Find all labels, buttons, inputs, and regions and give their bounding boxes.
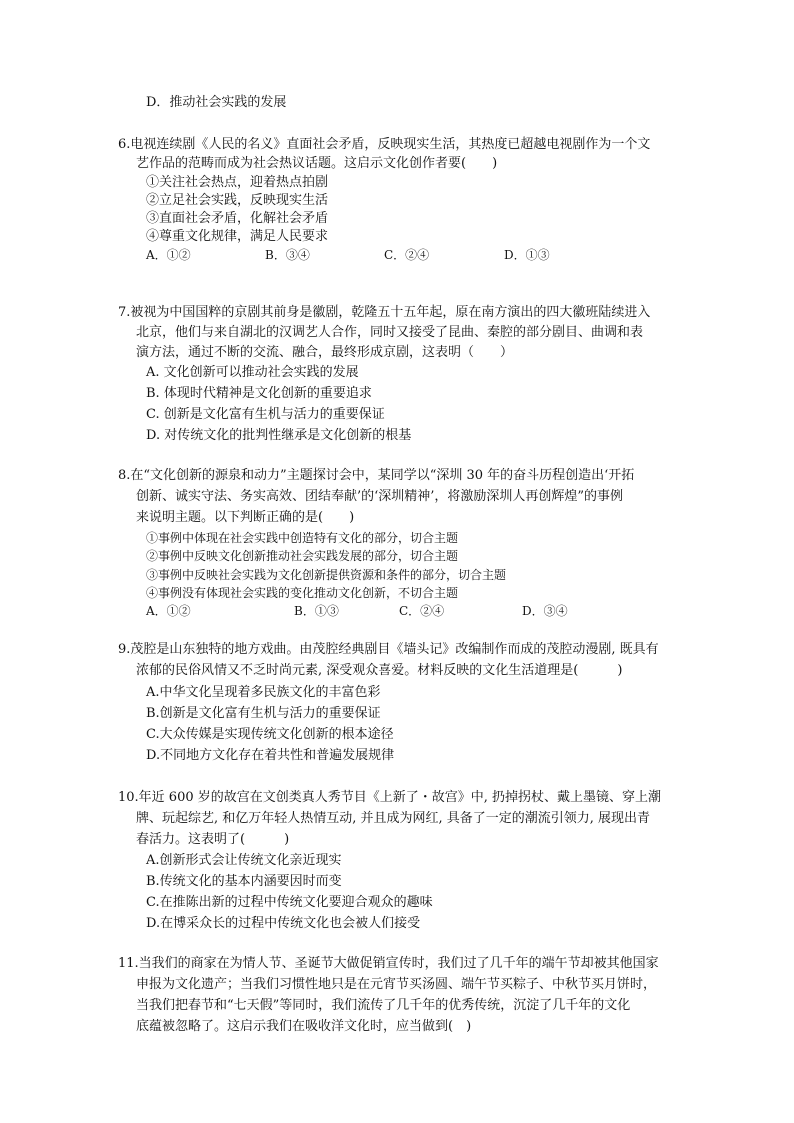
q8-option-b: B．①③	[294, 604, 339, 618]
q10-stem-line-3: 春活力。这表明了( )	[136, 832, 290, 847]
q6-statement-1: ①关注社会热点，迎着热点拍剧	[146, 175, 329, 190]
q10-option-d: D.在博采众长的过程中传统文化也会被人们接受	[146, 916, 421, 931]
q10-stem-line-1: 10.年近 600 岁的故宫在文创类真人秀节目《上新了・故宫》中, 扔掉拐杖、戴上墨镜、穿上潮	[118, 790, 662, 805]
q7-stem-line-3: 演方法，通过不断的交流、融合，最终形成京剧，这表明（ ）	[136, 345, 514, 360]
q11-stem-line-4: 底蕴被忽略了。这启示我们在吸收洋文化时，应当做到( )	[136, 1019, 472, 1034]
q10-option-b: B.传统文化的基本内涵要因时而变	[146, 874, 342, 889]
q6-stem-line-1: 6.电视连续剧《人民的名义》直面社会矛盾，反映现实生活，其热度已超越电视剧作为一个文	[118, 137, 651, 152]
q7-option-d: D. 对传统文化的批判性继承是文化创新的根基	[146, 428, 412, 443]
q9-option-b: B.创新是文化富有生机与活力的重要保证	[146, 706, 381, 721]
q6-option-b: B．③④	[265, 248, 310, 262]
q7-option-a: A. 文化创新可以推动社会实践的发展	[146, 365, 359, 380]
q9-option-c: C.大众传媒是实现传统文化创新的根本途径	[146, 727, 394, 742]
q8-statement-3: ③事例中反映社会实践为文化创新提供资源和条件的部分，切合主题	[146, 568, 507, 582]
q6-option-a: A．①②	[146, 248, 191, 262]
q8-stem-line-2: 创新、诚实守法、务实高效、团结奉献’的‘深圳精神’，将激励深圳人再创辉煌”的事例	[136, 489, 624, 504]
q10-stem-line-2: 牌、玩起综艺, 和亿万年轻人热情互动, 并且成为网红, 具备了一定的潮流引领力, 展现出青	[136, 811, 651, 826]
q6-statement-2: ②立足社会实践，反映现实生活	[146, 193, 329, 208]
q11-stem-line-3: 当我们把春节和“七天假”等同时，我们流传了几千年的优秀传统，沉淀了几千年的文化	[136, 998, 631, 1013]
q9-option-a: A.中华文化呈现着多民族文化的丰富色彩	[146, 685, 381, 700]
q8-stem-line-3: 来说明主题。以下判断正确的是( )	[136, 510, 355, 525]
q8-option-d: D．③④	[522, 604, 568, 618]
q11-stem-line-1: 11.当我们的商家在为情人节、圣诞节大做促销宣传时，我们过了几千年的端午节却被其他国家	[118, 956, 659, 971]
q7-stem-line-1: 7.被视为中国国粹的京剧其前身是徽剧，乾隆五十五年起，原在南方演出的四大徽班陆续进入	[118, 305, 651, 320]
q10-option-a: A.创新形式会让传统文化亲近现实	[146, 853, 342, 868]
q7-stem-line-2: 北京，他们与来自湖北的汉调艺人合作，同时又接受了昆曲、秦腔的部分剧目、曲调和表	[136, 325, 644, 340]
q7-option-b: B. 体现时代精神是文化创新的重要追求	[146, 386, 372, 401]
q9-option-d: D.不同地方文化存在着共性和普遍发展规律	[146, 748, 395, 763]
q6-statement-3: ③直面社会矛盾，化解社会矛盾	[146, 211, 329, 226]
q11-stem-line-2: 申报为文化遗产；当我们习惯性地只是在元宵节买汤圆、端午节买粽子、中秋节买月饼时，	[136, 977, 657, 992]
q6-option-d: D．①③	[504, 248, 550, 262]
q8-statement-1: ①事例中体现在社会实践中创造特有文化的部分，切合主题	[146, 531, 459, 545]
q9-stem-line-1: 9.茂腔是山东独特的地方戏曲。由茂腔经典剧目《墙头记》改编制作而成的茂腔动漫剧, 既具有	[118, 642, 659, 657]
q8-option-c: C．②④	[399, 604, 445, 618]
q10-option-c: C.在推陈出新的过程中传统文化要迎合观众的趣味	[146, 895, 433, 910]
q6-option-c: C．②④	[384, 248, 430, 262]
q6-stem-line-2: 艺作品的范畴而成为社会热议话题。这启示文化创作者要( )	[136, 156, 498, 171]
q8-stem-line-1: 8.在“文化创新的源泉和动力”主题探讨会中，某同学以“深圳 30 年的奋斗历程创造出‘开拓	[118, 468, 635, 483]
q8-statement-4: ④事例没有体现社会实践的变化推动文化创新，不切合主题	[146, 586, 459, 600]
q5-option-d: D．推动社会实践的发展	[146, 95, 287, 110]
q7-option-c: C. 创新是文化富有生机与活力的重要保证	[146, 407, 385, 422]
q9-stem-line-2: 浓郁的民俗风情又不乏时尚元素, 深受观众喜爱。材料反映的文化生活道理是( )	[136, 663, 623, 678]
q8-statement-2: ②事例中反映文化创新推动社会实践发展的部分，切合主题	[146, 549, 459, 563]
q8-option-a: A．①②	[146, 604, 191, 618]
q6-statement-4: ④尊重文化规律，满足人民要求	[146, 229, 329, 244]
